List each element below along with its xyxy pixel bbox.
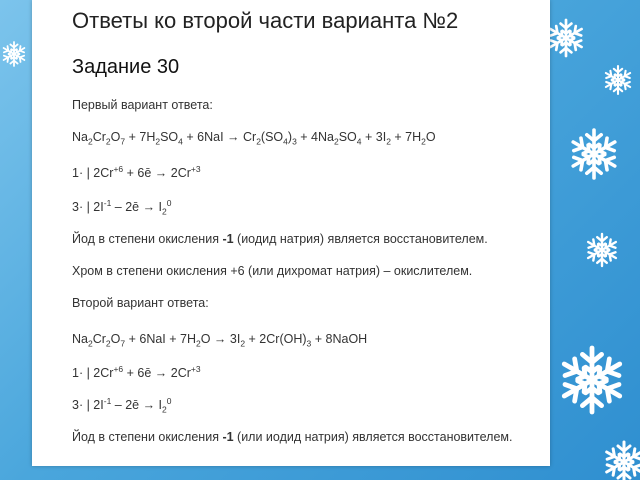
variant1-chromium-half-reaction: 1· | $2Cr^{+6}$ + 6ē → $2Cr^{+3}$ (72, 163, 201, 180)
variant2-equation: $Na_2Cr_2O_7 + 6NaI + 7H_2O \to 3I_2 + 2Cr(OH)_3$ + 8NaOH (72, 332, 368, 349)
variant1-reducer-note: Йод в степени окисления -1 (иодид натрия) является восстановителем. (72, 232, 488, 246)
task-heading: Задание 30 (72, 56, 180, 78)
variant1-equation: $Na_2Cr_2O_7 + 7H_2SO_4 + 6NaI \to Cr_2(SO_4)_3 + 4Na_2SO_4 + 3I_2 + 7H_2O$ (72, 130, 436, 147)
variant2-chromium-half-reaction: 1· | $2Cr^{+6}$ + 6ē → $2Cr^{+3}$ (72, 363, 201, 380)
snowflake-icon (548, 20, 585, 56)
snowflake-icon (604, 66, 632, 94)
snowflake-icon (559, 348, 624, 412)
variant2-iodine-half-reaction: 3· | $2I^{-1}$ – 2ē → $I_2^0$ (72, 395, 172, 415)
variant2-header: Второй вариант ответа: (72, 296, 209, 310)
variant1-oxidizer-note: Хром в степени окисления +6 (или дихромат натрия) – окислителем. (72, 264, 473, 278)
snowflake-icon (604, 442, 640, 480)
snowflake-icon (570, 130, 619, 178)
snowflake-icon (586, 234, 619, 266)
snowflake-icon (2, 42, 26, 66)
page-title: Ответы ко второй части варианта №2 (72, 8, 459, 33)
document-slide (32, 0, 550, 466)
variant1-iodine-half-reaction: 3· | $2I^{-1}$ – 2ē → $I_2^0$ (72, 197, 172, 217)
variant1-header: Первый вариант ответа: (72, 98, 213, 112)
variant2-reducer-note: Йод в степени окисления -1 (или иодид натрия) является восстановителем. (72, 430, 513, 444)
